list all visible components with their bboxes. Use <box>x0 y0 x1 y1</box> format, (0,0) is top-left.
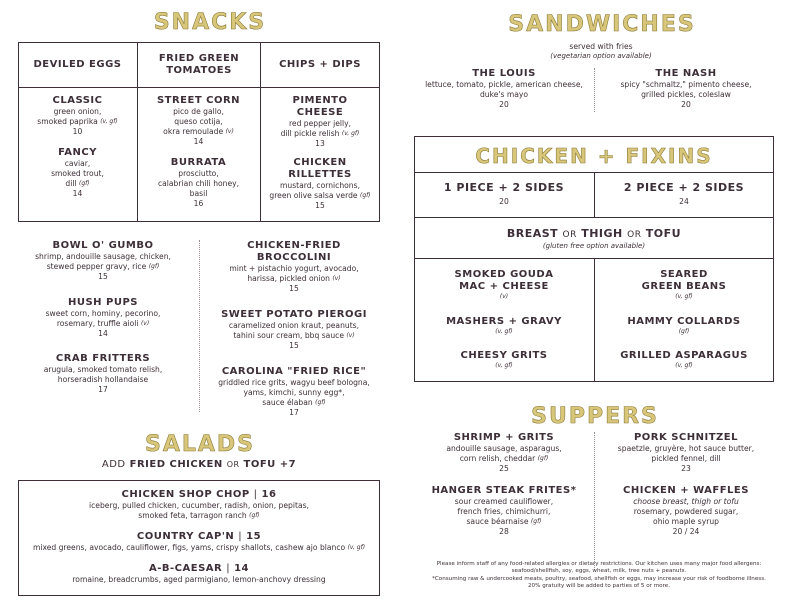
item-choice: choose breast, thigh or tofu <box>633 497 739 506</box>
menu-item <box>260 157 380 211</box>
snacks-col-header: DEVILED EGGS <box>33 59 122 70</box>
menu-item <box>208 366 380 418</box>
item-name: CRAB FRITTERS <box>55 353 151 364</box>
menu-item <box>208 309 380 351</box>
item-desc: rosemary, truffle aioli <box>56 319 139 328</box>
item-name: CHICKEN + WAFFLES <box>623 485 749 496</box>
add-prefix: ADD <box>101 459 126 470</box>
item-price: 15 <box>98 272 108 281</box>
diet-tag: (gf) <box>537 455 549 462</box>
side-item <box>594 316 774 335</box>
item-price: 17 <box>98 385 108 394</box>
item-name: SHRIMP + GRITS <box>453 432 555 443</box>
side-name: CHEESY GRITS <box>460 350 548 361</box>
suppers-title: SUPPERS <box>531 404 659 429</box>
item-desc: calabrian chili honey, <box>157 179 240 188</box>
item-desc: iceberg, pulled chicken, cucumber, radish, onion, pepitas, <box>89 501 309 510</box>
menu-item <box>596 432 776 474</box>
item-desc: smoked trout, <box>51 169 104 178</box>
item-price: 15 <box>289 341 299 350</box>
item-desc: basil <box>189 189 208 198</box>
item-price: 14 <box>234 563 249 574</box>
chicken-divider <box>414 217 774 218</box>
item-name: CHICKEN-FRIED BROCCOLINI <box>247 240 341 263</box>
side-name: MASHERS + GRAVY <box>446 316 562 327</box>
item-name: THE NASH <box>655 68 717 79</box>
item-desc: queso cotija, <box>174 117 223 126</box>
item-desc: caviar, <box>64 159 91 168</box>
diet-tag: (v) <box>140 320 150 327</box>
item-desc: stewed pepper gravy, rice <box>46 262 147 271</box>
diet-tag: (gf) <box>249 512 260 519</box>
diet-tag: (v, gf) <box>341 130 360 137</box>
item-desc: harissa, pickled onion <box>247 274 330 283</box>
diet-tag: (gf) <box>678 328 690 335</box>
menu-item: CHICKEN SHOP CHOP | 16 iceberg, pulled chicken, cucumber, radish, onion, pepitas, smoked feta, tarragon ranch (gf) <box>18 489 380 521</box>
diet-tag: (gf) <box>530 518 542 525</box>
diet-tag: (gf) <box>148 263 160 270</box>
protein-option: THIGH <box>581 227 623 240</box>
menu-item <box>18 147 137 199</box>
item-desc: sweet corn, hominy, pecorino, <box>45 309 161 318</box>
item-price: 16 <box>193 199 204 208</box>
item-name: BOWL O' GUMBO <box>52 240 154 251</box>
item-price: 14 <box>193 137 204 146</box>
diet-tag: (v, gf) <box>675 362 693 369</box>
menu-item <box>18 353 188 395</box>
item-desc: dill pickle relish <box>280 129 340 138</box>
item-name: PORK SCHNITZEL <box>633 432 739 443</box>
item-name: CLASSIC <box>52 95 103 106</box>
item-name: BURRATA <box>170 157 227 168</box>
item-price: 23 <box>681 464 691 473</box>
side-item <box>594 269 774 300</box>
item-desc: sauce élaban <box>262 398 313 407</box>
item-price: 10 <box>72 127 83 136</box>
item-desc: romaine, breadcrumbs, aged parmigiano, lemon-anchovy dressing <box>72 575 326 584</box>
protein-option: TOFU <box>645 227 682 240</box>
item-desc: smoked feta, tarragon ranch <box>138 511 247 520</box>
menu-item <box>596 485 776 537</box>
item-desc: caramelized onion kraut, peanuts, <box>228 321 360 330</box>
piece-label: 1 PIECE + 2 SIDES <box>443 181 565 194</box>
piece-price: 24 <box>679 197 689 206</box>
item-name: FANCY <box>58 147 97 158</box>
item-price: 15 <box>315 201 325 210</box>
snacks-header-divider <box>18 87 380 88</box>
item-name: SWEET POTATO PIEROGI <box>221 309 367 320</box>
item-desc: pickled fennel, dill <box>651 454 721 463</box>
side-item <box>414 350 594 369</box>
protein-or: OR <box>627 230 642 240</box>
menu-item <box>414 68 594 110</box>
menu-item <box>208 240 380 294</box>
protein-choice <box>414 228 774 251</box>
diet-tag: (v, gf) <box>495 328 513 335</box>
item-name: PIMENTO CHEESE <box>292 95 348 118</box>
menu-item: A-B-CAESAR | 14 romaine, breadcrumbs, aged parmigiano, lemon-anchovy dressing <box>18 563 380 585</box>
protein-note: (gluten free option available) <box>542 242 646 250</box>
menu-item: COUNTRY CAP'N | 15 mixed greens, avocado, cauliflower, figs, yams, crispy shallots, cashew ajo blanco (v, gf) <box>32 531 366 552</box>
item-desc: okra remoulade <box>163 127 224 136</box>
item-desc: sour creamed cauliflower, <box>454 497 554 506</box>
diet-tag: (gf) <box>360 192 371 199</box>
item-price: 20 <box>681 100 691 109</box>
menu-item <box>18 95 137 137</box>
item-desc: mixed greens, avocado, cauliflower, figs, yams, crispy shallots, cashew ajo blanco <box>32 543 346 552</box>
snacks-title: SNACKS <box>153 10 267 35</box>
sandwiches-sub-note: (vegetarian option available) <box>550 52 652 60</box>
item-name: COUNTRY CAP'N <box>136 531 235 542</box>
item-price: 20 <box>499 100 509 109</box>
menu-item <box>137 157 260 209</box>
diet-tag: (v, gf) <box>495 362 513 369</box>
item-price: 15 <box>289 284 299 293</box>
protein-or: OR <box>562 230 577 240</box>
item-price: 15 <box>246 531 262 542</box>
add-option: TOFU +7 <box>243 459 297 470</box>
dotted-divider <box>594 432 595 570</box>
item-name: A-B-CAESAR <box>149 563 223 574</box>
diet-tag: (v) <box>499 293 509 300</box>
footer-line: seafood/shellfish, soy, eggs, wheat, milk, tree nuts + peanuts. <box>511 568 687 575</box>
snacks-col-header: CHIPS + DIPS <box>279 59 361 70</box>
side-item <box>594 350 774 369</box>
diet-tag: (gf) <box>78 180 90 187</box>
sandwiches-sub: served with fries <box>569 42 633 51</box>
side-name: MAC + CHEESE <box>459 281 549 292</box>
item-desc: griddled rice grits, wagyu beef bologna, <box>218 378 370 387</box>
item-name: CAROLINA "FRIED RICE" <box>221 366 367 377</box>
item-desc: dill <box>65 179 77 188</box>
item-desc: yams, kimchi, sunny egg*, <box>243 388 345 397</box>
piece-option <box>594 182 774 207</box>
chicken-title: CHICKEN + FIXINS <box>475 144 713 168</box>
item-desc: french fries, chimichurri, <box>457 507 551 516</box>
diet-tag: (v, gf) <box>347 544 366 551</box>
item-desc: shrimp, andouille sausage, chicken, <box>35 252 171 261</box>
sandwiches-title: SANDWICHES <box>508 12 696 37</box>
side-name: GREEN BEANS <box>641 281 727 292</box>
footer-line: 20% gratuity will be added to parties of 5 or more. <box>528 583 670 590</box>
item-desc: tahini sour cream, bbq sauce <box>233 331 344 340</box>
side-name: SMOKED GOUDA <box>454 269 554 280</box>
item-price: 14 <box>98 329 108 338</box>
item-price: 16 <box>261 489 277 500</box>
item-desc: mustard, cornichons, <box>280 181 360 190</box>
item-desc: horseradish hollandaise <box>57 375 149 384</box>
item-desc: green olive salsa verde <box>269 191 358 200</box>
add-or: OR <box>226 460 240 469</box>
diet-tag: (v, gf) <box>100 118 118 125</box>
diet-tag: (v) <box>332 275 341 282</box>
item-name: CHICKEN SHOP CHOP <box>121 489 250 500</box>
item-desc: pico de gallo, <box>173 107 224 116</box>
salads-title: SALADS <box>144 432 256 457</box>
piece-label: 2 PIECE + 2 SIDES <box>623 181 745 194</box>
item-name: CHICKEN RILLETTES <box>288 157 352 180</box>
item-desc: arugula, smoked tomato relish, <box>43 365 163 374</box>
item-desc: red pepper jelly, <box>288 119 352 128</box>
side-item <box>414 316 594 335</box>
salads-add-line <box>18 459 380 471</box>
diet-tag: (v, gf) <box>675 293 693 300</box>
piece-price: 20 <box>499 197 509 206</box>
side-name: SEARED <box>660 269 708 280</box>
item-desc: lettuce, tomato, pickle, american cheese, <box>425 80 583 89</box>
item-name: STREET CORN <box>156 95 241 106</box>
diet-tag: (gf) <box>315 399 326 406</box>
snacks-col-header: FRIED GREEN TOMATOES <box>158 53 240 76</box>
menu-item <box>260 95 380 149</box>
allergy-footer <box>414 561 784 591</box>
menu-item <box>18 240 188 282</box>
item-price: 14 <box>72 189 83 198</box>
item-price: 13 <box>315 139 325 148</box>
item-desc: sauce béarnaise <box>466 517 529 526</box>
side-name: HAMMY COLLARDS <box>627 316 741 327</box>
item-desc: prosciutto, <box>178 169 219 178</box>
item-desc: rosemary, powdered sugar, <box>633 507 739 516</box>
menu-item <box>414 432 594 474</box>
item-name: HUSH PUPS <box>67 297 139 308</box>
item-desc: smoked paprika <box>37 117 98 126</box>
menu-item <box>414 485 594 537</box>
side-item <box>414 269 594 300</box>
item-price: 25 <box>499 464 509 473</box>
footer-line: *Consuming raw & undercooked meats, poultry, seafood, shellfish or eggs, may increase your risk of foodborne illness. <box>432 575 766 582</box>
item-price: 17 <box>289 408 299 417</box>
item-desc: ohio maple syrup <box>653 517 719 526</box>
side-name: GRILLED ASPARAGUS <box>620 350 748 361</box>
item-desc: andouille sausage, asparagus, <box>446 444 562 453</box>
item-desc: spicy "schmaltz," pimento cheese, <box>620 80 752 89</box>
menu-item <box>137 95 260 147</box>
diet-tag: (v) <box>225 128 234 135</box>
dotted-divider <box>594 68 595 112</box>
item-desc: green onion, <box>53 107 102 116</box>
item-price: 20 / 24 <box>672 527 700 536</box>
item-desc: spaetzle, gruyère, hot sauce butter, <box>617 444 755 453</box>
piece-option <box>414 182 594 207</box>
menu-item <box>18 297 188 339</box>
item-desc: duke's mayo <box>479 90 529 99</box>
dotted-divider <box>199 240 200 412</box>
item-desc: corn relish, cheddar <box>459 454 536 463</box>
item-name: HANGER STEAK FRITES* <box>431 485 577 496</box>
item-desc: mint + pistachio yogurt, avocado, <box>229 264 359 273</box>
item-desc: grilled pickles, coleslaw <box>641 90 731 99</box>
item-price: 28 <box>499 527 509 536</box>
footer-line: Please inform staff of any food-related allergies or dietary restrictions. Our kitchen uses many major food allergens: <box>436 561 762 567</box>
add-option: FRIED CHICKEN <box>129 459 223 470</box>
diet-tag: (v) <box>346 332 355 339</box>
item-name: THE LOUIS <box>472 68 536 79</box>
menu-item <box>596 68 776 110</box>
protein-option: BREAST <box>506 227 559 240</box>
